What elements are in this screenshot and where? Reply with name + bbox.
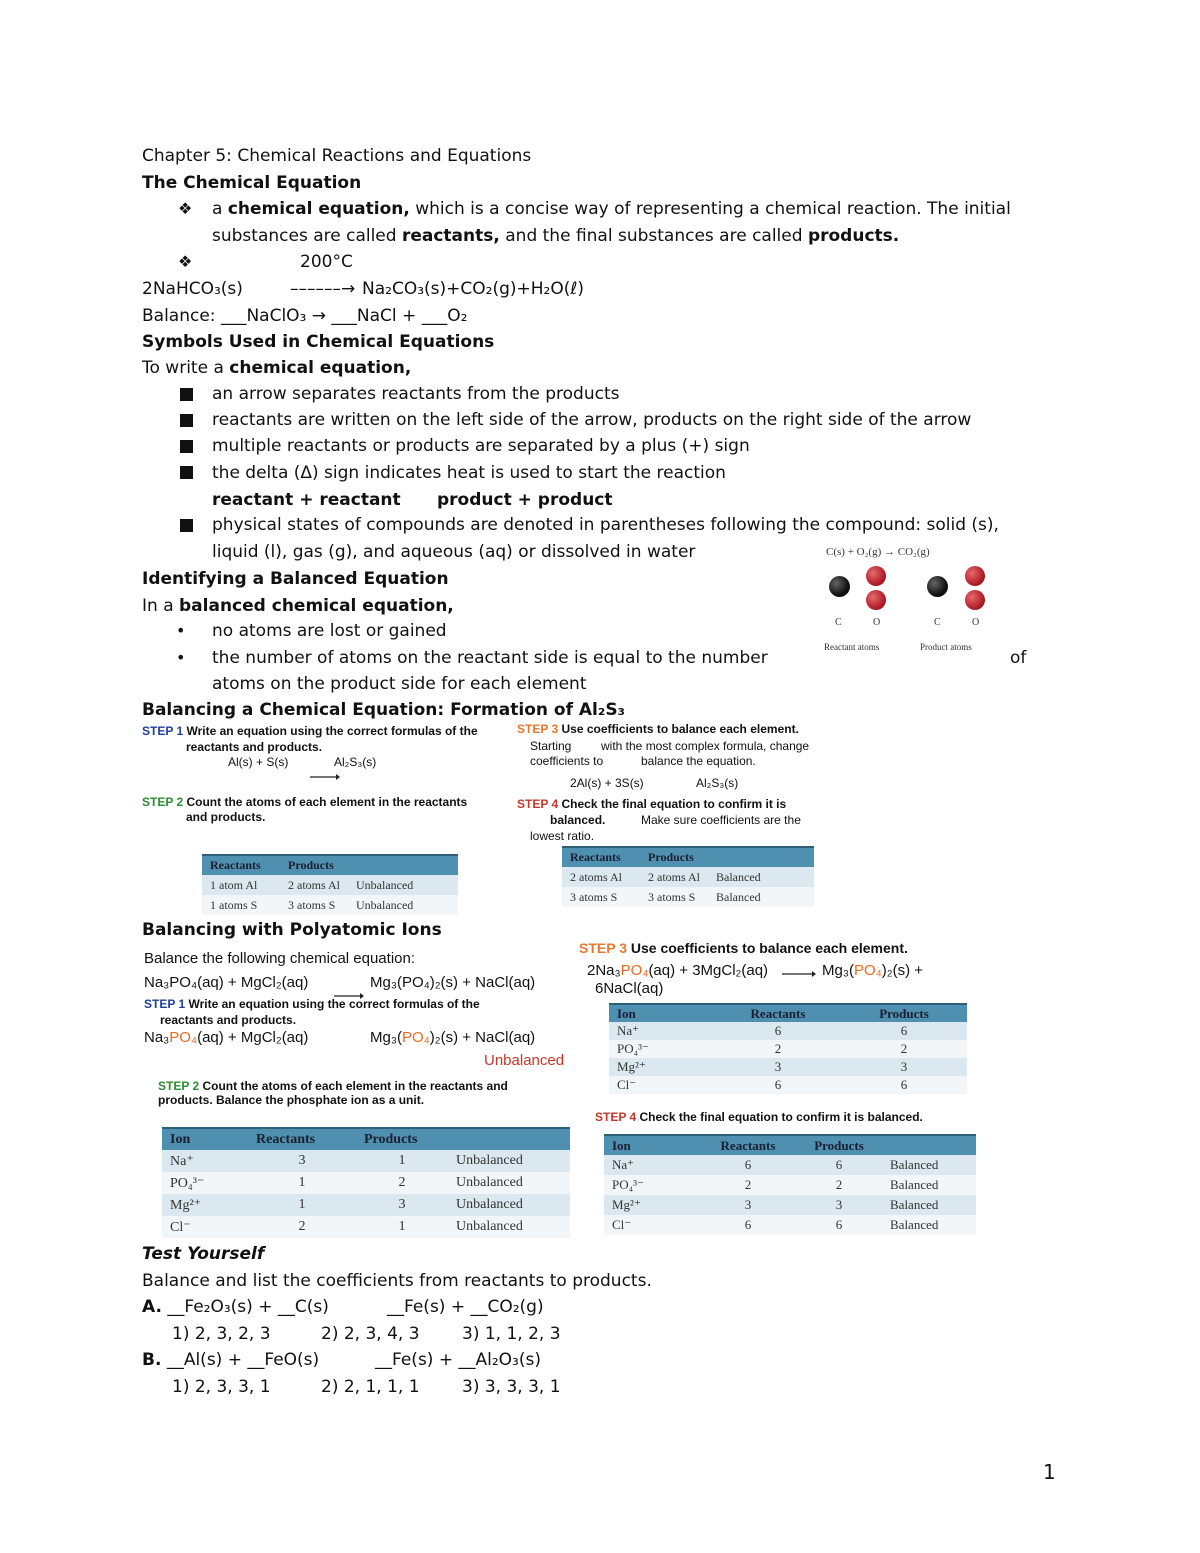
atom-label: O [873, 617, 881, 628]
intro-bullet-line1: a chemical equation, which is a concise way of representing a chemical reaction. The initial [212, 199, 1011, 219]
status-cell: Balanced [882, 1195, 976, 1215]
table-cell: 1 [248, 1194, 356, 1216]
square-bullet-icon [180, 388, 193, 401]
table-cell: 1 [356, 1150, 448, 1172]
chapter-heading: Chapter 5: Chemical Reactions and Equations [142, 146, 532, 166]
table-cell: 3 [248, 1150, 356, 1172]
status-cell: Balanced [882, 1215, 976, 1235]
table-cell: 1 [248, 1172, 356, 1194]
table-cell: 3 [796, 1195, 882, 1215]
table-cell: 2 [715, 1040, 841, 1058]
al2s3-step4-line2b: Make sure coefficients are the [641, 813, 801, 827]
table-cell: PO₄³⁻ [162, 1172, 248, 1194]
reactant-atoms-caption: Reactant atoms [824, 642, 880, 652]
table-cell: 2 atoms Al [280, 875, 348, 895]
table-cell: Cl⁻ [604, 1215, 700, 1235]
table-cell: Mg²⁺ [604, 1195, 700, 1215]
symbols-item: the delta (Δ) sign indicates heat is used to start the reaction [212, 463, 726, 483]
question-b-option: 1) 2, 3, 3, 1 [172, 1377, 271, 1397]
polyatomic-step3-eq-cont: 6NaCl(aq) [595, 980, 664, 997]
al2s3-step3-line3b: balance the equation. [641, 754, 756, 768]
status-cell: Unbalanced [348, 875, 458, 895]
reaction-left: reactant + reactant [212, 490, 401, 510]
polyatomic-eq-left: Na₃PO₄(aq) + MgCl₂(aq) [144, 974, 309, 991]
intro-bullet-line2: substances are called reactants, and the final substances are called products. [212, 226, 900, 246]
section-title-polyatomic: Balancing with Polyatomic Ions [142, 920, 442, 940]
polyatomic-count-table: Ion Reactants Products Na⁺ 3 1 Unbalanced PO₄³⁻ 1 2 Unbalanced Mg²⁺ 1 3 Unbalanced Cl⁻ 2 1 Unbalanced [162, 1127, 570, 1238]
polyatomic-balance-table: Ion Reactants Products Na⁺ 6 6 PO₄³⁻ 2 2 Mg²⁺ 3 3 Cl⁻ 6 6 [609, 1003, 967, 1094]
table-cell: 2 [248, 1216, 356, 1238]
al2s3-step4-line2a: balanced. [550, 813, 606, 827]
polyatomic-step4: STEP 4 Check the final equation to confirm it is balanced. [595, 1110, 923, 1124]
table-cell: 2 [700, 1175, 796, 1195]
table-cell: 1 [356, 1216, 448, 1238]
status-cell: Balanced [708, 867, 814, 887]
atom-label: O [972, 617, 980, 628]
bullet-dot-icon: • [176, 648, 186, 667]
al2s3-step2: STEP 2 Count the atoms of each element in the reactants [142, 795, 468, 809]
atom-figure-equation: C(s) + O₂(g) → CO₂(g) [826, 546, 930, 558]
table-cell: 3 [356, 1194, 448, 1216]
carbon-atom-icon [829, 576, 850, 597]
table-cell: 6 [796, 1215, 882, 1235]
table-cell: Cl⁻ [609, 1076, 715, 1094]
question-a-option: 3) 1, 1, 2, 3 [462, 1324, 561, 1344]
symbols-item: reactants are written on the left side of the arrow, products on the right side of the arrow [212, 410, 972, 430]
states-line1: physical states of compounds are denoted in parentheses following the compound: solid (s), [212, 515, 999, 535]
status-cell: Unbalanced [448, 1150, 570, 1172]
diamond-bullet-icon: ❖ [178, 252, 193, 271]
question-a: A. __Fe₂O₃(s) + __C(s) [142, 1297, 329, 1317]
table-cell: Mg²⁺ [162, 1194, 248, 1216]
product-atoms-caption: Product atoms [920, 642, 972, 652]
reaction-right: product + product [437, 490, 613, 510]
decomposition-equation-left: 2NaHCO₃(s) [142, 279, 243, 299]
temperature-label: 200°C [300, 252, 353, 272]
table-cell: 1 atoms S [202, 895, 280, 915]
reaction-arrow-icon [782, 970, 816, 978]
table-cell: 6 [715, 1022, 841, 1040]
table-cell: Cl⁻ [162, 1216, 248, 1238]
al2s3-step3-line3a: coefficients to [530, 754, 604, 768]
section-title-chemical-equation: The Chemical Equation [142, 173, 362, 193]
symbols-lead: To write a chemical equation, [142, 358, 412, 378]
balanced-item-line2: atoms on the product side for each element [212, 674, 587, 694]
square-bullet-icon [180, 414, 193, 427]
polyatomic-check-table: Ion Reactants Products Na⁺ 6 6 Balanced PO₄³⁻ 2 2 Balanced Mg²⁺ 3 3 Balanced Cl⁻ 6 6 Balanced [604, 1134, 976, 1235]
test-prompt: Balance and list the coefficients from reactants to products. [142, 1271, 652, 1291]
oxygen-atom-icon [965, 590, 985, 610]
atom-label: C [934, 617, 941, 628]
question-b-products: __Fe(s) + __Al₂O₃(s) [375, 1350, 541, 1370]
oxygen-atom-icon [965, 566, 985, 586]
oxygen-atom-icon [866, 566, 886, 586]
table-cell: Mg²⁺ [609, 1058, 715, 1076]
table-cell: 2 atoms Al [562, 867, 640, 887]
polyatomic-prompt: Balance the following chemical equation: [144, 950, 416, 967]
table-cell: Na⁺ [162, 1150, 248, 1172]
table-cell: 6 [796, 1155, 882, 1175]
question-a-products: __Fe(s) + __CO₂(g) [387, 1297, 544, 1317]
al2s3-step3-line2a: Starting [530, 739, 572, 753]
table-cell: 6 [700, 1215, 796, 1235]
section-title-test-yourself: Test Yourself [142, 1244, 265, 1264]
al2s3-step3-eq-left: 2Al(s) + 3S(s) [570, 776, 644, 790]
question-b-option: 2) 2, 1, 1, 1 [321, 1377, 420, 1397]
square-bullet-icon [180, 519, 193, 532]
status-cell: Balanced [882, 1175, 976, 1195]
table-cell: 3 atoms S [562, 887, 640, 907]
polyatomic-step1-line2: reactants and products. [160, 1013, 297, 1027]
table-cell: 2 [356, 1172, 448, 1194]
status-cell: Unbalanced [448, 1216, 570, 1238]
section-title-symbols: Symbols Used in Chemical Equations [142, 332, 495, 352]
polyatomic-step3-eq-left: 2Na₃PO₄(aq) + 3MgCl₂(aq) [587, 962, 769, 979]
atom-label: C [835, 617, 842, 628]
symbols-item: multiple reactants or products are separated by a plus (+) sign [212, 436, 750, 456]
status-cell: Unbalanced [448, 1172, 570, 1194]
question-a-option: 1) 2, 3, 2, 3 [172, 1324, 271, 1344]
polyatomic-step2-line2: products. Balance the phosphate ion as a unit. [158, 1093, 425, 1107]
al2s3-count-table: Reactants Products 1 atom Al 2 atoms Al Unbalanced 1 atoms S 3 atoms S Unbalanced [202, 854, 458, 915]
al2s3-step1-line2: reactants and products. [186, 740, 323, 754]
page-number: 1 [1043, 1460, 1056, 1484]
diamond-bullet-icon: ❖ [178, 199, 193, 218]
al2s3-step1-eq-right: Al₂S₃(s) [334, 755, 377, 769]
status-cell: Balanced [708, 887, 814, 907]
table-cell: 1 atom Al [202, 875, 280, 895]
balance-exercise: Balance: ___NaClO₃ → ___NaCl + ___O₂ [142, 306, 468, 326]
table-cell: PO₄³⁻ [604, 1175, 700, 1195]
al2s3-step3-eq-right: Al₂S₃(s) [696, 776, 739, 790]
balanced-lead: In a balanced chemical equation, [142, 596, 454, 616]
symbols-item: an arrow separates reactants from the products [212, 384, 620, 404]
table-cell: 3 [841, 1058, 967, 1076]
status-cell: Unbalanced [448, 1194, 570, 1216]
decomposition-equation-right: Na₂CO₃(s)+CO₂(g)+H₂O(ℓ) [362, 279, 585, 299]
section-title-al2s3: Balancing a Chemical Equation: Formation of Al₂S₃ [142, 700, 626, 720]
oxygen-atom-icon [866, 590, 886, 610]
table-cell: 3 atoms S [280, 895, 348, 915]
square-bullet-icon [180, 466, 193, 479]
states-line2: liquid (l), gas (g), and aqueous (aq) or dissolved in water [212, 542, 696, 562]
status-cell: Unbalanced [348, 895, 458, 915]
table-cell: 6 [841, 1022, 967, 1040]
table-cell: Na⁺ [604, 1155, 700, 1175]
polyatomic-step2: STEP 2 Count the atoms of each element in the reactants and [158, 1079, 508, 1093]
polyatomic-step3: STEP 3 Use coefficients to balance each element. [579, 940, 908, 956]
balanced-item: no atoms are lost or gained [212, 621, 447, 641]
square-bullet-icon [180, 440, 193, 453]
balanced-item-end: of [1010, 648, 1027, 668]
question-b-option: 3) 3, 3, 3, 1 [462, 1377, 561, 1397]
bullet-dot-icon: • [176, 621, 186, 640]
status-cell: Balanced [882, 1155, 976, 1175]
polyatomic-step1: STEP 1 Write an equation using the correct formulas of the [144, 997, 480, 1011]
polyatomic-step1-eq-left: Na₃PO₄(aq) + MgCl₂(aq) [144, 1029, 309, 1046]
table-cell: 3 atoms S [640, 887, 708, 907]
table-cell: 6 [715, 1076, 841, 1094]
table-cell: 6 [700, 1155, 796, 1175]
unbalanced-label: Unbalanced [484, 1052, 565, 1069]
table-cell: 2 [796, 1175, 882, 1195]
table-cell: Na⁺ [609, 1022, 715, 1040]
al2s3-step1-eq-left: Al(s) + S(s) [228, 755, 289, 769]
table-cell: 3 [700, 1195, 796, 1215]
al2s3-step2-line2: and products. [186, 810, 266, 824]
carbon-atom-icon [927, 576, 948, 597]
balanced-item: the number of atoms on the reactant side is equal to the number [212, 648, 768, 668]
al2s3-check-table: Reactants Products 2 atoms Al 2 atoms Al Balanced 3 atoms S 3 atoms S Balanced [562, 846, 814, 907]
polyatomic-step1-eq-right: Mg₃(PO₄)₂(s) + NaCl(aq) [370, 1029, 536, 1046]
question-b: B. __Al(s) + __FeO(s) [142, 1350, 320, 1370]
al2s3-step4-line3: lowest ratio. [530, 829, 595, 843]
table-cell: PO₄³⁻ [609, 1040, 715, 1058]
reaction-arrow-icon [310, 773, 340, 781]
al2s3-step3-line2b: with the most complex formula, change [601, 739, 810, 753]
section-title-balanced: Identifying a Balanced Equation [142, 569, 449, 589]
table-cell: 6 [841, 1076, 967, 1094]
decomposition-equation-arrow: ––––––→ [290, 279, 356, 299]
question-a-option: 2) 2, 3, 4, 3 [321, 1324, 420, 1344]
al2s3-step3: STEP 3 Use coefficients to balance each element. [517, 722, 799, 736]
table-cell: 2 [841, 1040, 967, 1058]
polyatomic-step3-eq-right: Mg₃(PO₄)₂(s) + [822, 962, 923, 979]
al2s3-step1: STEP 1 Write an equation using the correct formulas of the [142, 724, 478, 738]
table-cell: 2 atoms Al [640, 867, 708, 887]
table-cell: 3 [715, 1058, 841, 1076]
al2s3-step4: STEP 4 Check the final equation to confirm it is [517, 797, 787, 811]
polyatomic-eq-right: Mg₃(PO₄)₂(s) + NaCl(aq) [370, 974, 536, 991]
